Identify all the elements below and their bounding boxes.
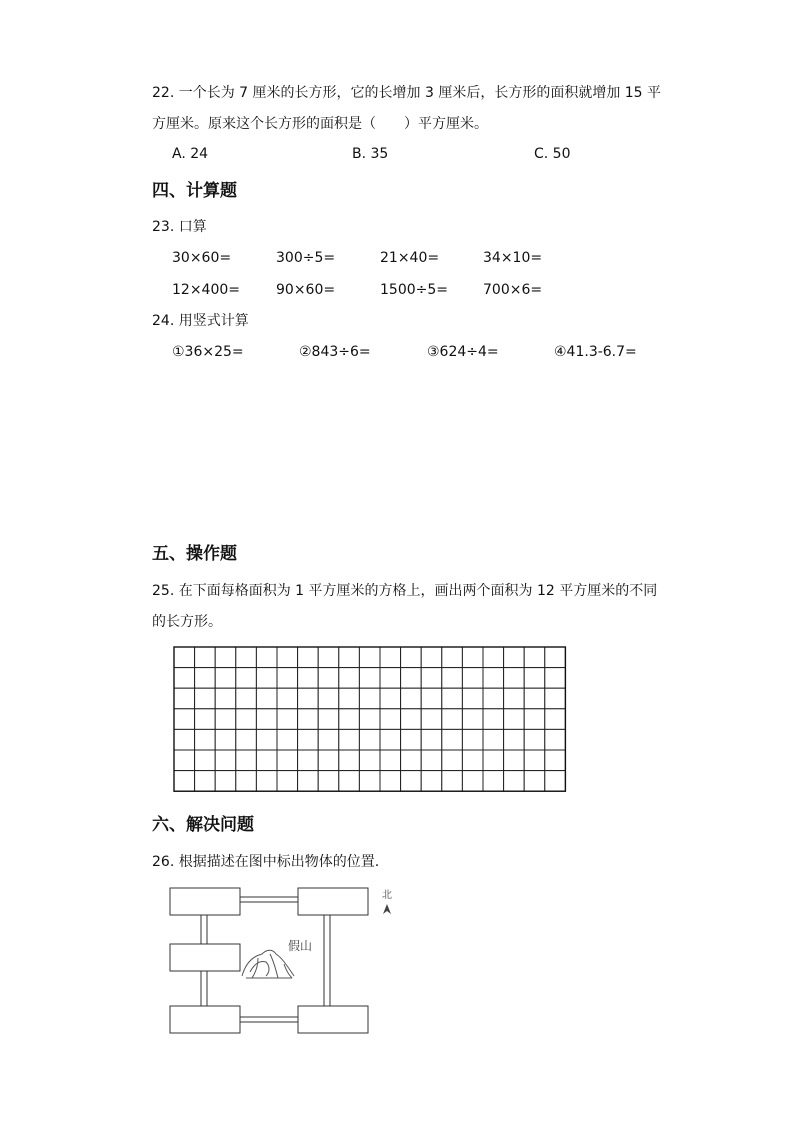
section-title-calculation: 四、计算题 [152,181,237,201]
grid-cell[interactable] [421,750,442,771]
grid-cell[interactable] [195,709,216,730]
grid-cell[interactable] [380,668,401,689]
grid-cell[interactable] [339,771,360,792]
grid-cell[interactable] [462,668,483,689]
grid-cell[interactable] [174,729,195,750]
grid-cell[interactable] [462,709,483,730]
grid-cell[interactable] [545,750,566,771]
grid-cell[interactable] [359,750,380,771]
grid-cell[interactable] [298,647,319,668]
q24-item: ②843÷6= [299,344,371,360]
grid-cell[interactable] [524,688,545,709]
grid-cell[interactable] [298,750,319,771]
grid-cell[interactable] [236,688,257,709]
grid-cell[interactable] [545,668,566,689]
grid-cell[interactable] [277,729,298,750]
q22-line2: 方厘米。原来这个长方形的面积是（ ）平方厘米。 [152,116,488,132]
grid-cell[interactable] [174,668,195,689]
north-arrow-icon [383,904,391,914]
rockery-label: 假山 [288,939,313,953]
grid-cell[interactable] [483,709,504,730]
grid-cell[interactable] [298,668,319,689]
grid-cell[interactable] [277,771,298,792]
grid-cell[interactable] [318,647,339,668]
grid-cell[interactable] [483,688,504,709]
q26-title: 26. 根据描述在图中标出物体的位置. [152,854,380,870]
grid-cell[interactable] [277,688,298,709]
grid-cell[interactable] [195,729,216,750]
grid-cell[interactable] [380,750,401,771]
grid-cell[interactable] [401,668,422,689]
grid-cell[interactable] [256,688,277,709]
grid-cell[interactable] [359,688,380,709]
grid-cell[interactable] [298,688,319,709]
grid-cell[interactable] [339,729,360,750]
grid-cell[interactable] [215,709,236,730]
q23-item: 12×400= [172,282,240,298]
grid-cell[interactable] [174,771,195,792]
grid-cell[interactable] [256,709,277,730]
grid-cell[interactable] [318,729,339,750]
q23-item: 1500÷5= [380,282,448,298]
q23-item: 700×6= [483,282,543,298]
grid-cell[interactable] [359,647,380,668]
q22-option-a: A. 24 [172,146,209,162]
grid-cell[interactable] [483,647,504,668]
grid-cell[interactable] [504,729,525,750]
q22-line1: 22. 一个长为 7 厘米的长方形，它的长增加 3 厘米后，长方形的面积就增加 15 平 [152,85,662,101]
grid-cell[interactable] [462,647,483,668]
grid-cell[interactable] [442,647,463,668]
q23-item: 34×10= [483,250,543,266]
grid-cell[interactable] [298,771,319,792]
q23-item: 90×60= [276,282,336,298]
grid-cell[interactable] [442,709,463,730]
grid-cell[interactable] [339,750,360,771]
grid-cell[interactable] [524,771,545,792]
grid-cell[interactable] [339,688,360,709]
grid-cell[interactable] [401,729,422,750]
grid-cell[interactable] [318,668,339,689]
grid-cell[interactable] [483,750,504,771]
grid-cell[interactable] [545,729,566,750]
q23-item: 30×60= [172,250,232,266]
grid-cell[interactable] [401,750,422,771]
grid-cell[interactable] [215,771,236,792]
grid-cell[interactable] [442,729,463,750]
grid-cell[interactable] [318,771,339,792]
q23-item: 21×40= [380,250,440,266]
grid-cell[interactable] [359,668,380,689]
grid-cell[interactable] [380,709,401,730]
q24-item: ③624÷4= [427,344,499,360]
q24-item: ④41.3-6.7= [554,344,637,360]
grid-cell[interactable] [174,750,195,771]
grid-cell[interactable] [215,729,236,750]
grid-cell[interactable] [215,688,236,709]
grid-cell[interactable] [462,771,483,792]
grid-cell[interactable] [277,668,298,689]
grid-cell[interactable] [504,688,525,709]
grid-cell[interactable] [442,688,463,709]
grid-cell[interactable] [215,668,236,689]
q25-line2: 的长方形。 [152,614,222,630]
building-bottom-right [298,1006,368,1033]
grid-cell[interactable] [524,750,545,771]
grid-cell[interactable] [256,771,277,792]
grid-cell[interactable] [401,771,422,792]
grid-cell[interactable] [462,750,483,771]
grid-cell[interactable] [277,709,298,730]
grid-cell[interactable] [524,668,545,689]
grid-cell[interactable] [401,709,422,730]
grid-cell[interactable] [545,771,566,792]
grid-cell[interactable] [256,668,277,689]
grid-cell[interactable] [483,668,504,689]
grid-cell[interactable] [277,750,298,771]
q22-option-c: C. 50 [534,146,571,162]
grid-cell[interactable] [236,771,257,792]
grid-cell[interactable] [380,647,401,668]
grid-cell[interactable] [298,709,319,730]
grid-cell[interactable] [483,729,504,750]
q23-title: 23. 口算 [152,219,207,235]
building-middle-left [170,944,240,971]
grid-cell[interactable] [421,729,442,750]
grid-cell[interactable] [236,709,257,730]
grid-cell[interactable] [339,709,360,730]
grid-cell[interactable] [545,688,566,709]
grid-cell[interactable] [504,771,525,792]
grid-cell[interactable] [195,668,216,689]
grid-cell[interactable] [318,750,339,771]
grid-cell[interactable] [359,771,380,792]
grid-cell[interactable] [298,729,319,750]
building-top-left [170,888,240,915]
grid-cell[interactable] [504,668,525,689]
q22-option-b: B. 35 [352,146,389,162]
grid-cell[interactable] [380,688,401,709]
grid-cell[interactable] [359,709,380,730]
building-top-right [298,888,368,915]
grid-cell[interactable] [545,709,566,730]
grid-cell[interactable] [236,729,257,750]
square-grid[interactable] [173,646,567,796]
grid-cell[interactable] [359,729,380,750]
grid-cell[interactable] [339,647,360,668]
grid-cell[interactable] [545,647,566,668]
grid-cell[interactable] [236,647,257,668]
grid-cell[interactable] [524,647,545,668]
section-title-problem-solving: 六、解决问题 [152,815,254,835]
grid-cell[interactable] [421,647,442,668]
grid-cell[interactable] [215,750,236,771]
grid-cell[interactable] [380,771,401,792]
grid-cell[interactable] [421,709,442,730]
grid-cell[interactable] [195,750,216,771]
location-map [166,884,406,1040]
grid-cell[interactable] [174,709,195,730]
grid-cell[interactable] [421,668,442,689]
grid-cell[interactable] [401,647,422,668]
grid-cell[interactable] [174,688,195,709]
grid-cell[interactable] [442,771,463,792]
grid-cell[interactable] [421,771,442,792]
grid-cell[interactable] [236,668,257,689]
grid-cell[interactable] [524,729,545,750]
grid-cell[interactable] [504,750,525,771]
q23-item: 300÷5= [276,250,336,266]
grid-cell[interactable] [462,729,483,750]
q24-title: 24. 用竖式计算 [152,313,249,329]
grid-cell[interactable] [215,647,236,668]
grid-cell[interactable] [483,771,504,792]
grid-cell[interactable] [504,647,525,668]
grid-cell[interactable] [256,647,277,668]
q24-item: ①36×25= [172,344,244,360]
rockery-icon [242,950,294,978]
grid-cell[interactable] [421,688,442,709]
grid-cell[interactable] [277,647,298,668]
grid-cell[interactable] [524,709,545,730]
north-label: 北 [382,890,392,901]
section-title-operation: 五、操作题 [152,544,237,564]
q25-line1: 25. 在下面每格面积为 1 平方厘米的方格上，画出两个面积为 12 平方厘米的不同 [152,583,658,599]
grid-cell[interactable] [504,709,525,730]
grid-cell[interactable] [401,688,422,709]
grid-cell[interactable] [236,750,257,771]
grid-cell[interactable] [256,729,277,750]
grid-cell[interactable] [462,688,483,709]
grid-cell[interactable] [195,688,216,709]
building-bottom-left [170,1006,240,1033]
grid-cell[interactable] [339,668,360,689]
grid-cell[interactable] [195,771,216,792]
grid-cell[interactable] [174,647,195,668]
grid-cell[interactable] [195,647,216,668]
grid-cell[interactable] [256,750,277,771]
grid-cell[interactable] [380,729,401,750]
grid-cell[interactable] [442,750,463,771]
grid-cell[interactable] [442,668,463,689]
grid-cell[interactable] [318,688,339,709]
grid-cell[interactable] [318,709,339,730]
